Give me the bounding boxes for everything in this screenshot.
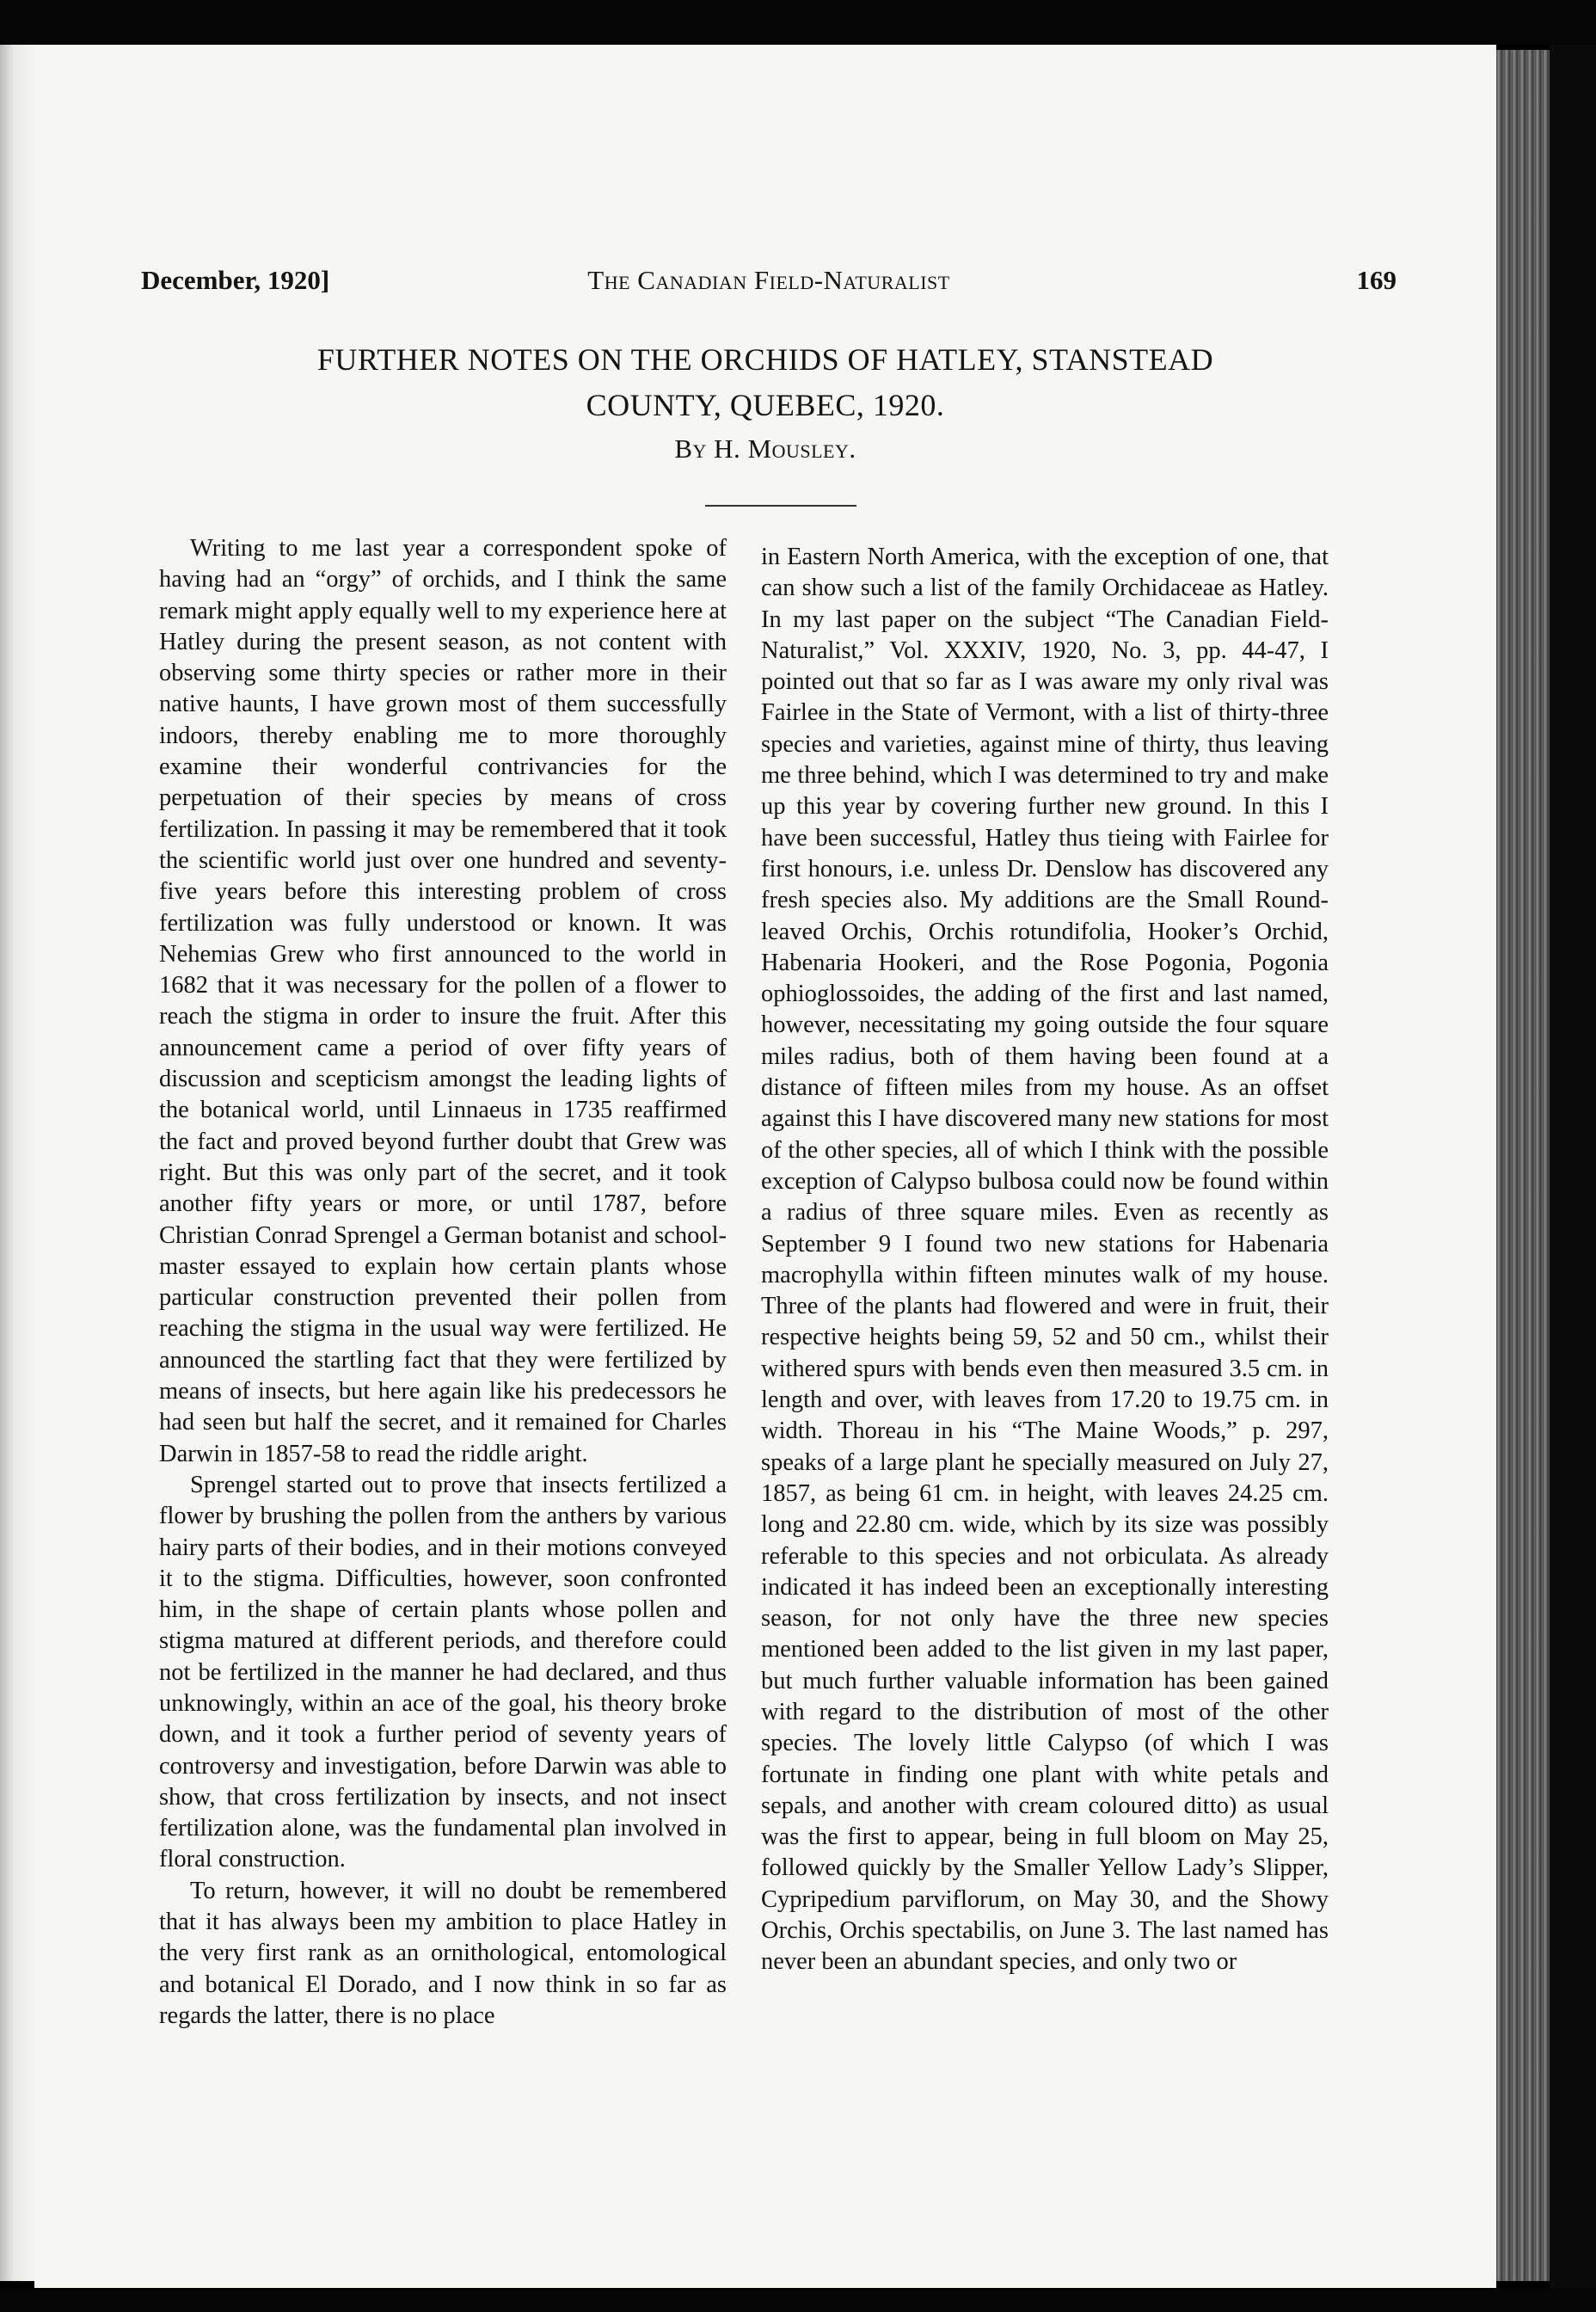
paragraph: in Eastern North America, with the exception of one, that can show such a list of the family Orchidaceae as Hatley. In my last paper on the subject “The Canadian Field-Naturalist,” Vol. XXXIV, 1920, No. 3, pp. 44-47, I pointed out that so far as I was aware my only rival was Fairlee in the State of Vermont, with a list of thirty-three species and varieties, against mine of thirty, thus leaving me three behind, which I was determined to try and make up this year by covering further new ground. In this I have been successful, Hatley thus tieing with Fairlee for first honours, i.e. unless Dr. Denslow has discovered any fresh species also. My additions are the Small Round-leaved Orchis, Orchis rotundifolia, Hooker’s Orchid, Habenaria Hookeri, and the Rose Pogonia, Pogonia ophioglossoides, the adding of the first and last named, however, necessitating my going outside the four square miles radius, both of them having been found at a distance of fifteen miles from my house. As an offset against this I have discovered many new stations for most of the other species, all of which I think with the possible exception of Calypso bulbosa could now be found within a radius of three square miles. Even as recently as September 9 I found two new stations for Habenaria macrophylla within fifteen minutes walk of my house. Three of the plants had flowered and were in fruit, their respective heights being 59, 52 and 50 cm., whilst their withered spurs with bends even then measured 3.5 cm. in length and over, with leaves from 17.20 to 19.75 cm. in width. Thoreau in his “The Maine Woods,” p. 297, speaks of a large plant he specially measured on July 27, 1857, as being 61 cm. in height, with leaves 24.25 cm. long and 22.80 cm. wide, which by its size was possibly referable to this species and not orbiculata. As already indicated it has indeed been an exceptionally interesting season, for not only have the three new species mentioned been added to the list given in my last paper, but much further valuable information has been gained with regard to the distribution of most of the other species. The lovely little Calypso (of which I was fortunate in finding one plant with white petals and sepals, and another with cream coloured ditto) as usual was the first to appear, being in full bloom on May 25, followed quickly by the Smaller Yellow Lady’s Slipper, Cypripedium parviflorum, on May 30, and the Showy Orchis, Orchis spectabilis, on June 3. The last named has never been an abundant species, and only two or — [761, 544, 1329, 1976]
left-column — [159, 533, 727, 2032]
page-number: 169 — [1356, 265, 1396, 295]
scan-border-bottom — [0, 2288, 1596, 2312]
running-head — [141, 265, 1396, 303]
scan-border-right — [1550, 45, 1596, 2312]
scan-border-top — [0, 0, 1596, 45]
title-divider — [705, 505, 856, 507]
issue-date: December, 1920] — [141, 265, 330, 295]
paragraph: Sprengel started out to prove that insects fertilized a flower by brushing the pollen from the anthers by various hairy parts of their bodies, and in their motions conveyed it to the stigma. Difficulties, however, soon confronted him, in the shape of certain plants whose pollen and stigma matured at different periods, and therefore could not be fertilized in the manner he had declared, and thus unknowingly, within an ace of the goal, his theory broke down, and it took a further period of seventy years of controversy and investigation, before Darwin was able to show, that cross fertilization by insects, and not insect fertilization alone, was the fundamental plan involved in floral construction. — [159, 1471, 727, 1873]
right-column — [761, 542, 1329, 1978]
author-byline: By H. Mousley. — [674, 434, 856, 464]
paragraph: Writing to me last year a correspondent spoke of having had an “orgy” of orchids, and I think the same remark might apply equally well to my experience here at Hatley during the present season, as not content with observing some thirty species or rather more in their native haunts, I have grown most of them successfully indoors, thereby enabling me to more thoroughly examine their wonderful contrivancies for the perpetuation of their species by means of cross fertilization. In passing it may be remembered that it took the scientific world just over one hundred and seventy-five years before this interesting problem of cross fertilization was fully understood or known. It was Nehemias Grew who first announced to the world in 1682 that it was necessary for the pollen of a flower to reach the stigma in order to insure the fruit. After this announcement came a period of over fifty years of discussion and scepticism amongst the leading lights of the botanical world, until Linnaeus in 1735 reaffirmed the fact and proved beyond further doubt that Grew was right. But this was only part of the secret, and it took another fifty years or more, or until 1787, before Christian Conrad Sprengel a German botanist and school-master essayed to explain how certain plants whose particular construction prevented their pollen from reaching the stigma in the usual way were fertilized. He announced the startling fact that they were fertilized by means of insects, but here again like his predecessors he had seen but half the secret, and it remained for Charles Darwin in 1857-58 to read the riddle aright. — [159, 535, 727, 1467]
journal-title: The Canadian Field-Naturalist — [587, 265, 950, 295]
article-title — [206, 337, 1324, 428]
facing-page-edge — [0, 45, 34, 2281]
article-title-line-1: FURTHER NOTES ON THE ORCHIDS OF HATLEY, STANSTEAD — [316, 342, 1214, 377]
article-title-line-2: COUNTY, QUEBEC, 1920. — [586, 388, 945, 422]
page-stack-edge — [1496, 50, 1550, 2281]
paragraph: To return, however, it will no doubt be remembered that it has always been my ambition to place Hatley in the very first rank as an ornithological, entomological and botanical El Dorado, and I now think in so far as regards the latter, there is no place — [159, 1877, 727, 2029]
journal-page — [34, 45, 1496, 2288]
